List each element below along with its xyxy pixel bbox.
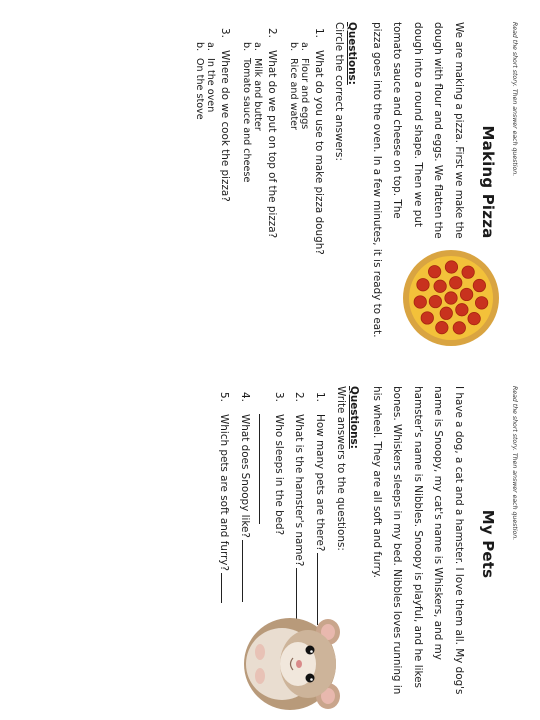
question-number: 1. xyxy=(314,392,327,402)
pepperoni-slice xyxy=(473,279,485,291)
question-text: What is the hamster's name? xyxy=(293,414,306,567)
choice-text: Rice and water xyxy=(288,58,299,130)
choice-option[interactable] xyxy=(252,42,264,342)
pets-questions-heading: Questions: xyxy=(348,386,361,449)
pepperoni-slice xyxy=(453,322,465,334)
choice-option[interactable] xyxy=(288,42,300,342)
question-text: What does Snoopy like? xyxy=(239,414,252,538)
pizza-question xyxy=(241,22,279,342)
pepperoni-slice xyxy=(445,261,457,273)
choice-text: Flour and eggs xyxy=(299,58,311,130)
question-number: 3. xyxy=(273,392,286,402)
choice-option[interactable] xyxy=(205,42,217,342)
pepperoni-slice xyxy=(440,307,452,319)
pizza-story-text: We are making a pizza. First we make the dough with flour and eggs. We flatten the dough into a round shape. Then we put tomato sauce and cheese on top. The pizza goes into the oven. In a few minutes, it is ready to eat. xyxy=(371,22,465,338)
choice-option[interactable] xyxy=(299,42,311,342)
pizza-title: Making Pizza xyxy=(479,125,497,239)
pizza-question xyxy=(194,22,232,342)
pizza-story xyxy=(367,22,470,342)
pets-page xyxy=(0,360,540,720)
answer-line[interactable] xyxy=(260,414,261,524)
choice-letter: a. xyxy=(252,42,264,51)
question-number: 4. xyxy=(239,392,252,402)
pepperoni-slice xyxy=(429,295,441,307)
pizza-icon xyxy=(401,248,501,348)
pets-questions-instruction: Write answers to the questions: xyxy=(335,386,348,551)
pepperoni-slice xyxy=(417,279,429,291)
pets-questions-area xyxy=(218,386,361,702)
pepperoni-slice xyxy=(456,304,468,316)
choice-letter: a. xyxy=(299,42,311,51)
question-number: 1. xyxy=(313,28,326,38)
question-text: What do we put on top of the pizza? xyxy=(266,50,279,239)
question-number: 2. xyxy=(293,392,306,402)
question-text: Which pets are soft and furry? xyxy=(218,414,231,571)
pepperoni-slice xyxy=(475,297,487,309)
choice-option[interactable] xyxy=(241,42,253,342)
pepperoni-slice xyxy=(414,296,426,308)
pets-story-text: I have a dog, a cat and a hamster. I love them all. My dog's name is Snoopy, my cat's name is Whiskers, and my hamster's name is Nibbles. Snoopy is playful, and he likes bones. Whiskers sleeps in my bed. Nibbles loves running in his wheel. They are all soft and furry. xyxy=(371,386,465,695)
pepperoni-slice xyxy=(428,265,440,277)
pepperoni-slice xyxy=(434,280,446,292)
pets-instructions: Read the short story. Then answer each question. xyxy=(511,386,518,541)
pets-story xyxy=(367,386,470,702)
pizza-question xyxy=(288,22,326,342)
pets-title: My Pets xyxy=(479,509,497,579)
answer-line[interactable] xyxy=(222,573,232,603)
pepperoni-slice xyxy=(436,321,448,333)
hamster-icon xyxy=(243,608,365,716)
choice-letter: b. xyxy=(241,42,252,52)
question-number: 2. xyxy=(266,28,279,38)
choice-text: Milk and butter xyxy=(252,58,264,131)
question-text: Where do we cook the pizza? xyxy=(219,50,232,202)
choice-list xyxy=(194,28,217,342)
choice-option[interactable] xyxy=(194,42,206,342)
pepperoni-slice xyxy=(445,292,457,304)
choice-letter: a. xyxy=(205,42,217,51)
pepperoni-slice xyxy=(462,266,474,278)
pepperoni-slice xyxy=(460,288,472,300)
pizza-illustration xyxy=(401,248,501,348)
choice-text: On the stove xyxy=(194,58,205,120)
hamster-illustration xyxy=(243,608,365,716)
question-text: Who sleeps in the bed? xyxy=(273,414,286,536)
choice-list xyxy=(288,28,311,342)
pizza-questions-heading: Questions: xyxy=(346,22,359,85)
question-text: What do you use to make pizza dough? xyxy=(313,50,326,255)
question-number: 3. xyxy=(219,28,232,38)
pets-question xyxy=(218,386,232,702)
question-text: How many pets are there? xyxy=(314,414,327,552)
question-number: 5. xyxy=(218,392,231,402)
choice-letter: b. xyxy=(288,42,299,52)
pepperoni-slice xyxy=(421,312,433,324)
choice-text: In the oven xyxy=(205,58,217,113)
answer-line[interactable] xyxy=(243,540,253,602)
pizza-question-list xyxy=(194,22,326,342)
choice-letter: b. xyxy=(194,42,205,52)
choice-text: Tomato sauce and cheese xyxy=(241,58,252,183)
pizza-instructions: Read the short story. Then answer each question. xyxy=(511,22,518,177)
pepperoni-slice xyxy=(468,312,480,324)
pizza-questions-instruction: Circle the correct answers: xyxy=(333,22,346,161)
choice-list xyxy=(241,28,264,342)
pepperoni-slice xyxy=(450,277,462,289)
